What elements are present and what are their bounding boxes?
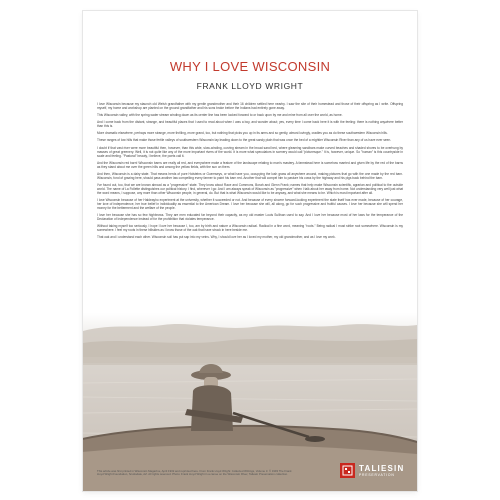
logo-subtitle: PRESERVATION <box>359 473 395 477</box>
essay-paragraph: I love Wisconsin because of her Haldeayho experiment at the university, whether it succeeded or not. And because of every sincere forward-looking experiment the state itself has ever made, because of her courage, her love of independence, her true belief in individuality as essential to the American Dream. I love her because she will, all along, go for such progressive and fruitful causes. I love her because she will spend her money for the betterment and the welfare of the people. <box>97 197 403 210</box>
essay-paragraph: And I come back from the distant, strange, and beautiful places that I used to read about when I was a boy, and wonder about; yes, every time I come back here it is with the feeling: there is nothing anywhere better than this is. <box>97 120 403 129</box>
essay-paragraph: That oak and I understand each other. Wisconsin soil has put sap into my veins. Why, I should love her as I loved my mother, my old grandmother, and as I love my work. <box>97 235 336 240</box>
essay-paragraph: Without taking myself too seriously, I hope I love her because I, too, am by birth and nature a Wisconsin radical. Radical in a fine word, meaning "roots." Being radical I must strike root somewhere. Wisconsin is my somewhere. I feel my roots in these hillsides as I know those of the oak that have struck in here beside me. <box>97 224 403 232</box>
essay-body <box>97 103 403 243</box>
logo-name: TALIESIN <box>359 464 405 473</box>
footer-credit: This article was first printed in Wisconsin Magazine, April 1932 and reprinted here. From Frank Lloyd Wright: Collected Writings, Volume 3. © 1993 The Frank Lloyd Wright Foundation, Scottsdale, AZ. All rights reserved. Photo: Frank Lloyd Wright in a canoe on the Wisconsin River, Taliesin Preservation collection. <box>97 469 292 477</box>
essay-paragraph: I doubt if that vast river were more beautiful then, however, than this wide, slow-winding, curving stream in the broad sand bed, where gleaming sandbars make curved beaches and shaded shores to be overhung by masses of great greenery. Well, it is not quite like any of the more important rivers of the world. It is more what speculators in scenery would call "picturesque." It is, however, unique. So "human" is this countryside in scale and feeling. "Pastoral" beauty, I believe, the poets call it. <box>97 145 403 158</box>
poster-author: FRANK LLOYD WRIGHT <box>196 81 304 91</box>
essay-paragraph: I've found out, too, that we are known abroad as a "progressive" state. They know about Race and Commons, Borah and Glenn Frank; names that help make Wisconsin scientific, agrarian and political to the outside world. The name of La Follette distinguishes our political history. I find, wherever I go: And I am always speak of Wisconsin as "progressive" when I talk about her away from home. Not understanding very well just what the word means, I suppose, any more than other Wisconsin people, in general, do. But that is what Wisconsin would like to be anyway, and what she means to be. Which is most important after all. <box>97 182 403 195</box>
taliesin-logo <box>340 463 404 478</box>
poster-title: WHY I LOVE WISCONSIN <box>169 59 331 74</box>
essay-paragraph: More dramatic elsewhere, perhaps more strange, more thrilling, more grand, too, but nothing that picks you up in its arms and so gently, almost lovingly, cradles you as do these southwestern Wisconsin hills. <box>97 131 388 136</box>
essay-paragraph: And then, Wisconsin is a dairy state. That means herds of pure Holsteins or Guernseys, or what have you, occupying the lush grass all anywhere around, making pictures that go with the one made by the red barn. Wisconsin, fond of grazing here, should pass another law compelling every farmer to paint his barn red. Another that will compel him to pasture his cows by the highway and his pigs back behind the barn. <box>97 171 403 180</box>
essay-paragraph: I love her because she has so few highbrows. They are men educated far beyond their capacity, as my old master Louis Sullivan used to say. And I love her because most of her laws for the temperance of the Declaration of Independence instead of for the prohibition that violates temperance. <box>97 212 403 221</box>
essay-paragraph: These ranges of low hills that make those fertile valleys of southwestern Wisconsin lay leading down to the great sandy plain that was once the bed of a mightier Wisconsin River than any of us have ever seen. <box>97 138 392 143</box>
essay-paragraph: And the Wisconsin red barn! Wisconsin barns are really all red, and everywhere make a feature of the landscape relating to man's mastery. A farmstead here is somehow married and given life by the red of the barns as they stand about me over the green hills and among the yellow fields, with the sun on them. <box>97 160 403 169</box>
essay-paragraph: I love Wisconsin because my staunch old Welsh grandfather with my gentle grandmother and their 16 children settled here nearby. I saw the site of their homestead and those of their offspring as I write. Offspring myself, my home and workshop are planted on the ground grandfather and his sons broke before the Indians had entirely gone away. <box>97 102 403 110</box>
taliesin-mark-icon <box>340 463 355 478</box>
poster <box>83 11 417 491</box>
essay-paragraph: This Wisconsin valley, with the spring-water stream winding down as its center line has been looked forward to or back upon by me and mine from all over the world, as home. <box>97 113 343 118</box>
